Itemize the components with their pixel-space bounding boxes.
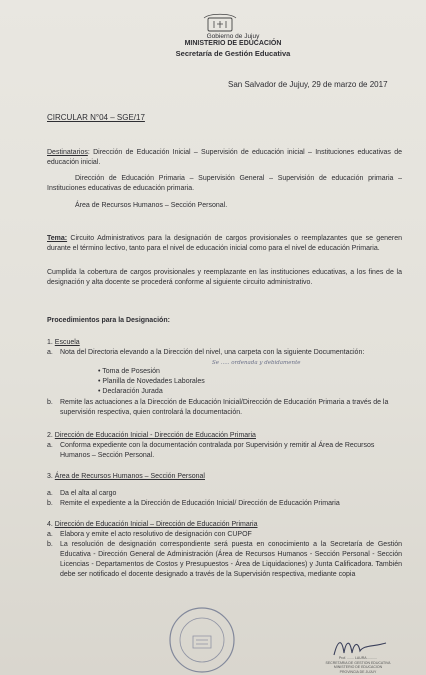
- section-4a-text: Elabora y emite el acto resolutivo de designación con CUPOF: [60, 531, 252, 538]
- recipients-line-2: Dirección de Educación Primaria – Supervisión General – Supervisión de educación primaria – Instituciones educativas de educación primaria.: [47, 175, 402, 192]
- section-4b-text: La resolución de designación correspondiente será puesta en conocimiento a la Secretaría de Gestión Educativa - Dirección General de Administración (Área de Recursos Humanos - Sección Personal - Sección Licencias - Departamentos de Costos y Presupuestos - Área de Liquidaciones) y Junta Calificadora. También debe ser notificado el docente designado a través de la Supervisión respectiva, mediante copia: [60, 541, 402, 578]
- section-1b-text: Remite las actuaciones a la Dirección de Educación Inicial/Dirección de Educación Primaria a través de la supervisión respectiva, quien controlará la documentación.: [60, 399, 389, 416]
- header-ministry: MINISTERIO DE EDUCACIÓN: [184, 40, 282, 47]
- section-3-title: 3. Área de Recursos Humanos – Sección Personal: [47, 473, 205, 480]
- section-3b-text: Remite el expediente a la Dirección de Educación Inicial/ Dirección de Educación Primaria: [60, 500, 340, 507]
- header-secretariat: Secretaría de Gestión Educativa: [175, 49, 291, 58]
- signature-block: Prof. ....... LAURA .......... SECRETARIA DE GESTION EDUCATIVA MINISTERIO DE EDUCACION PROVINCIA DE JUJUY: [325, 656, 391, 674]
- section-2a-text: Conforma expediente con la documentación contralada por Supervisión y remitir al Área de Recursos Humanos – Sección Personal.: [60, 442, 375, 459]
- list-item: • Toma de Posesión: [98, 368, 160, 375]
- section-4b-letter: b.: [47, 541, 53, 548]
- circular-number: CIRCULAR N°04 – SGE/17: [47, 113, 145, 122]
- section-3b-letter: b.: [47, 500, 53, 507]
- section-1a-text: Nota del Directoria elevando a la Dirección del nivel, una carpeta con la siguiente Documentación:: [60, 349, 365, 356]
- coat-of-arms-icon: [200, 12, 240, 34]
- list-item: • Planilla de Novedades Laborales: [98, 378, 205, 385]
- procedures-heading: Procedimientos para la Designación:: [47, 317, 170, 324]
- topic: Tema: Circuito Administrativos para la designación de cargos provisionales o reemplazantes que se generen durante el término lectivo, tanto para el nivel de educación inicial como para el nivel de educación Primaria.: [47, 235, 402, 252]
- list-item: • Declaración Jurada: [98, 388, 163, 395]
- section-4a-letter: a.: [47, 531, 53, 538]
- section-3a-letter: a.: [47, 490, 53, 497]
- section-2a-letter: a.: [47, 442, 53, 449]
- section-1b-letter: b.: [47, 399, 53, 406]
- recipients-label: Destinatarios: [47, 149, 88, 156]
- official-stamp-icon: [165, 600, 240, 675]
- section-3a-text: Da el alta al cargo: [60, 490, 117, 497]
- section-1-title: 1. Escuela: [47, 339, 80, 346]
- section-2-title: 2. Dirección de Educación Inicial - Dirección de Educación Primaria: [47, 432, 256, 439]
- section-1a-letter: a.: [47, 349, 53, 356]
- recipients-line-3: Área de Recursos Humanos – Sección Personal.: [75, 202, 228, 209]
- header-government: Gobierno de Jujuy: [206, 33, 260, 40]
- recipients-line-1: Destinatarios: Dirección de Educación Inicial – Supervisión de educación inicial – Instituciones educativas de educación inicial.: [47, 149, 402, 166]
- handwritten-note: Se ..... ordenada y debidamente: [212, 360, 301, 366]
- document-date: San Salvador de Jujuy, 29 de marzo de 2017: [228, 80, 388, 89]
- intro-paragraph: Cumplida la cobertura de cargos provisionales y reemplazante en las instituciones educativas, a los fines de la designación y alta docente se procederá conforme al siguiente circuito administrativo.: [47, 269, 402, 286]
- section-4-title: 4. Dirección de Educación Inicial – Dirección de Educación Primaria: [47, 521, 258, 528]
- topic-label: Tema:: [47, 235, 68, 242]
- documentation-list: [98, 367, 205, 397]
